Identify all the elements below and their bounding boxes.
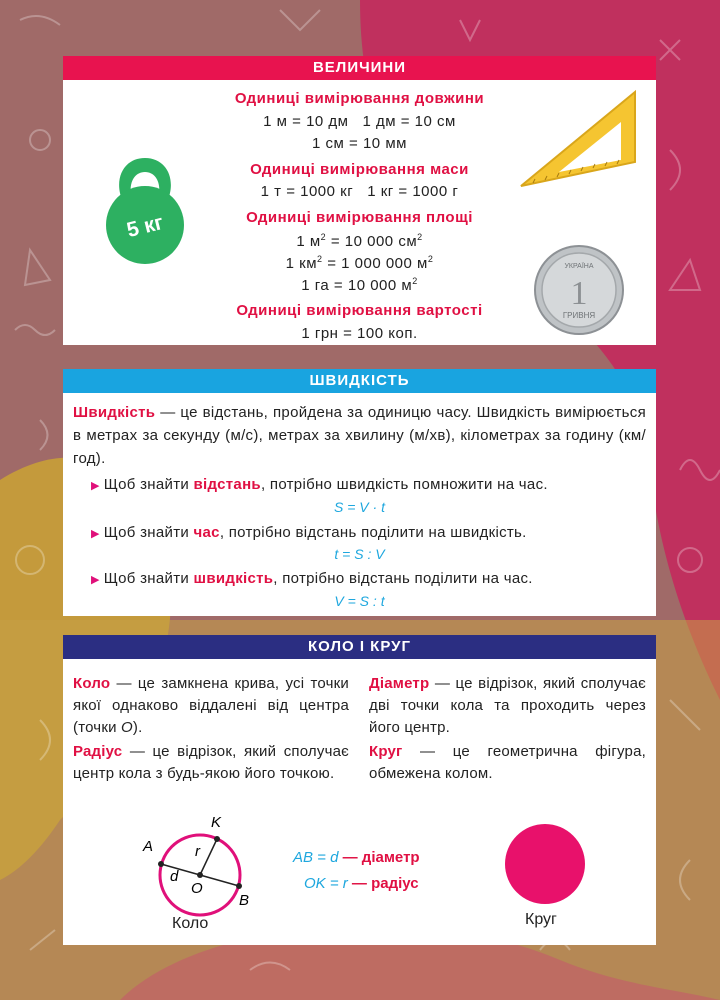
krug-definition [369, 741, 646, 785]
circle-defs-right [369, 673, 646, 785]
krug-disc [505, 824, 585, 904]
triangle-bullet-icon: ▶ [91, 528, 100, 540]
coin-number: 1 [570, 275, 588, 312]
kolo-def-end: ). [132, 719, 143, 736]
area-line1-a: 1 м [296, 233, 321, 250]
section-header-quantities: ВЕЛИЧИНИ [63, 56, 656, 80]
speed-term: Швидкість [73, 404, 156, 421]
radius-line [200, 839, 217, 875]
label-O: O [191, 880, 203, 897]
coin-bottom-text: ГРИВНЯ [562, 311, 596, 320]
sup-2: 2 [427, 254, 434, 264]
formula-speed: V = S : t [334, 593, 385, 609]
sup-2: 2 [317, 254, 323, 264]
value-units-line-1: 1 грн = 100 коп. [301, 325, 418, 342]
label-B: B [239, 892, 250, 909]
formula-dash: — [347, 875, 372, 892]
point-B-dot [236, 883, 242, 889]
section-speed [63, 369, 656, 616]
speed-rule-speed [91, 570, 533, 587]
weight-icon [95, 150, 195, 265]
kolo-definition [73, 673, 349, 739]
speed-rule-distance [91, 476, 548, 493]
label-d: d [170, 868, 179, 885]
rule-prefix: Щоб знайти [103, 524, 194, 541]
rule-suffix: , потрібно відстань поділити на швидкість. [219, 524, 527, 541]
krug-caption: Круг [525, 911, 557, 928]
area-line2-a: 1 км [285, 255, 318, 272]
area-line1-b: = 10 000 см [326, 233, 418, 250]
coin-top-text: УКРАЇНА [564, 263, 594, 270]
sup-2: 2 [417, 232, 423, 242]
formula-ok-r: OK = r [304, 875, 348, 892]
label-r: r [195, 843, 200, 860]
radius-term: Радіус [73, 743, 123, 760]
sup-2: 2 [320, 232, 327, 242]
label-K: K [211, 814, 222, 831]
point-K-dot [214, 836, 220, 842]
diameter-definition [369, 673, 646, 739]
hryvnia-coin-icon [533, 244, 625, 336]
rule-key-time: час [193, 524, 220, 541]
rule-suffix: , потрібно відстань поділити на час. [273, 570, 533, 587]
speed-def-text: — це відстань, пройдена за одиницю часу. Швидкість вимірюється в метрах за секунду (м/с), метрах за хвилину (м/хв), кілометрах за годину (км/год). [73, 404, 646, 467]
formula-time: t = S : V [334, 546, 385, 562]
circle-defs-left [73, 673, 349, 785]
kolo-def-text: — це замкнена крива, усі точки якої однаково віддалені від центра (точки [73, 675, 349, 736]
radius-def-text: — це відрізок, який сполучає центр кола з будь-якою його точкою. [73, 743, 349, 782]
point-A-dot [158, 861, 164, 867]
weight-label: 5 кг [124, 210, 166, 243]
kolo-term: Коло [73, 675, 111, 692]
area-line3-a: 1 га = 10 000 м [301, 277, 413, 294]
radius-definition [73, 741, 349, 785]
rule-key-distance: відстань [193, 476, 261, 493]
formula-word-diameter: діаметр [361, 849, 420, 866]
sup-2: 2 [412, 276, 418, 286]
rule-key-speed: швидкість [193, 570, 274, 587]
area-line2-b: = 1 000 000 м [322, 255, 428, 272]
speed-rule-time [91, 524, 527, 541]
mass-units-title: Одиниці вимірювання маси [250, 161, 469, 178]
rule-prefix: Щоб знайти [103, 476, 194, 493]
formula-word-radius: радіус [371, 875, 419, 892]
triangle-bullet-icon: ▶ [91, 480, 100, 492]
formula-distance: S = V · t [334, 499, 385, 515]
mass-units-line-1: 1 т = 1000 кг 1 кг = 1000 г [260, 183, 459, 200]
value-units-title: Одиниці вимірювання вартості [236, 302, 483, 319]
formula-dash: — [338, 849, 362, 866]
length-units-title: Одиниці вимірювання довжини [234, 90, 485, 107]
diameter-def-text: — це відрізок, який сполучає дві точки кола та проходить через його центр. [369, 675, 646, 736]
kolo-caption: Коло [172, 915, 209, 932]
formula-diameter [293, 849, 420, 866]
set-square-icon [513, 86, 643, 196]
rule-suffix: , потрібно швидкість помножити на час. [260, 476, 548, 493]
kolo-def-point: O [121, 719, 133, 736]
rule-prefix: Щоб знайти [103, 570, 194, 587]
speed-definition [73, 401, 646, 470]
section-quantities [63, 56, 656, 345]
krug-term: Круг [369, 743, 403, 760]
point-O-dot [197, 872, 203, 878]
label-A: A [143, 838, 154, 855]
section-header-speed: ШВИДКІСТЬ [63, 369, 656, 393]
diameter-term: Діаметр [369, 675, 430, 692]
section-header-circle: КОЛО І КРУГ [63, 635, 656, 659]
triangle-bullet-icon: ▶ [91, 574, 100, 586]
krug-def-text: — це геометрична фігура, обмежена колом. [369, 743, 646, 782]
area-units-title: Одиниці вимірювання площі [246, 209, 473, 226]
length-units-line-1: 1 м = 10 дм 1 дм = 10 см [263, 113, 456, 130]
length-units-line-2: 1 см = 10 мм [312, 135, 407, 152]
section-circle [63, 635, 656, 945]
formula-ab-d: AB = d [293, 849, 339, 866]
formula-radius [304, 875, 419, 892]
